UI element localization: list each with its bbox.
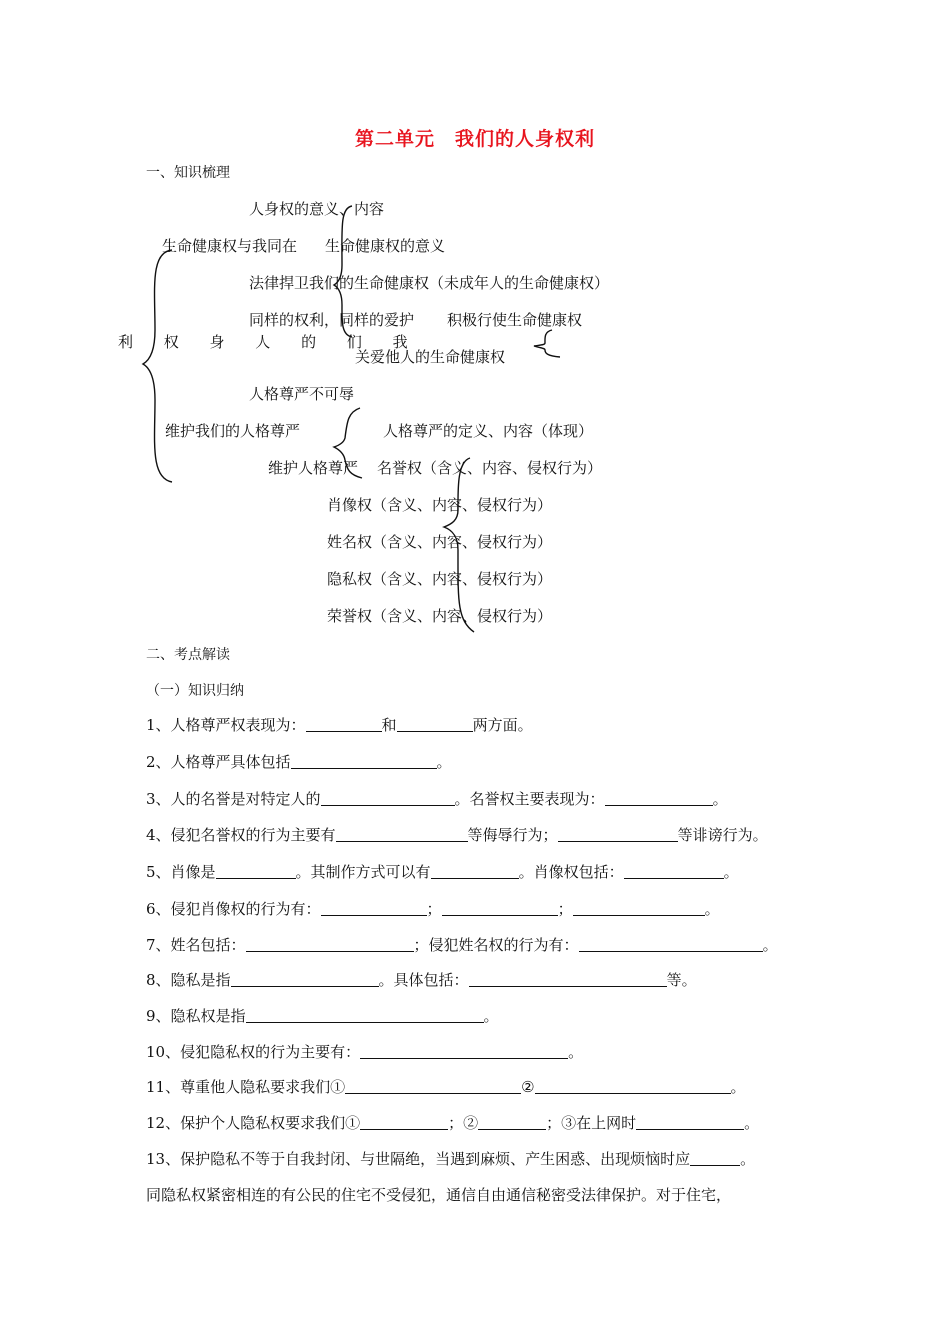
answer-blank[interactable] [216, 863, 296, 879]
answer-blank[interactable] [605, 790, 713, 806]
node-dignity-definition: 人格尊严的定义、内容（体现） [383, 422, 594, 440]
answer-blank[interactable] [246, 1007, 484, 1023]
answer-blank[interactable] [478, 1114, 546, 1130]
answer-blank[interactable] [624, 863, 724, 879]
node-maintain-dignity: 维护人格尊严 [268, 459, 359, 477]
answer-blank[interactable] [558, 826, 678, 842]
node-care-others-life: 关爱他人的生命健康权 [355, 348, 506, 366]
question-6: 6、侵犯肖像权的行为有： ； ； 。 [146, 900, 720, 918]
answer-blank[interactable] [573, 900, 705, 916]
question-10: 10、侵犯隐私权的行为主要有： 。 [146, 1043, 584, 1061]
question-8: 8、隐私是指 。具体包括： 等。 [146, 971, 697, 989]
main-brace [143, 250, 172, 482]
answer-blank[interactable] [431, 863, 519, 879]
answer-blank[interactable] [345, 1078, 521, 1094]
subsection-knowledge-summary: （一）知识归纳 [146, 683, 244, 699]
answer-blank[interactable] [636, 1114, 744, 1130]
node-life-health-meaning: 生命健康权的意义 [325, 237, 446, 255]
node-name-right: 姓名权（含义、内容、侵权行为） [327, 533, 553, 551]
question-3: 3、人的名誉是对特定人的 。名誉权主要表现为： 。 [146, 790, 728, 808]
answer-blank[interactable] [321, 900, 427, 916]
node-portrait-right: 肖像权（含义、内容、侵权行为） [327, 496, 553, 514]
question-1: 1、人格尊严权表现为： 和 两方面。 [146, 716, 533, 734]
answer-blank[interactable] [321, 790, 455, 806]
answer-blank[interactable] [336, 826, 468, 842]
answer-blank[interactable] [291, 753, 437, 769]
node-exercise-life-right: 积极行使生命健康权 [447, 311, 583, 329]
answer-blank[interactable] [246, 936, 414, 952]
question-9: 9、隐私权是指 。 [146, 1007, 499, 1025]
node-same-rights: 同样的权利，同样的爱护 [249, 311, 415, 329]
node-honor-right: 荣誉权（含义、内容、侵权行为） [327, 607, 553, 625]
answer-blank[interactable] [579, 936, 763, 952]
section-exam-points: 二、考点解读 [146, 647, 230, 663]
question-7: 7、姓名包括： ；侵犯姓名权的行为有： 。 [146, 936, 778, 954]
paragraph-residence-privacy: 同隐私权紧密相连的有公民的住宅不受侵犯，通信自由通信秘密受法律保护。对于住宅， [146, 1186, 732, 1204]
node-reputation-right: 名誉权（含义、内容、侵权行为） [377, 459, 603, 477]
question-13: 13、保护隐私不等于自我封闭、与世隔绝，当遇到麻烦、产生困惑、出现烦恼时应 。 [146, 1150, 756, 1168]
answer-blank[interactable] [442, 900, 558, 916]
section-knowledge-outline: 一、知识梳理 [146, 165, 230, 181]
node-protect-dignity: 维护我们的人格尊严 [165, 422, 301, 440]
page-title: 第二单元 我们的人身权利 [354, 128, 595, 150]
node-dignity-inviolable: 人格尊严不可辱 [249, 385, 355, 403]
answer-blank[interactable] [535, 1078, 731, 1094]
node-privacy-right: 隐私权（含义、内容、侵权行为） [327, 570, 553, 588]
question-2: 2、人格尊严具体包括 。 [146, 753, 452, 771]
question-11: 11、尊重他人隐私要求我们① ② 。 [146, 1078, 746, 1096]
node-life-health-right: 生命健康权与我同在 [162, 237, 298, 255]
answer-blank[interactable] [690, 1150, 740, 1166]
answer-blank[interactable] [231, 971, 379, 987]
answer-blank[interactable] [360, 1114, 448, 1130]
node-law-protects-life: 法律捍卫我们的生命健康权（未成年人的生命健康权） [249, 274, 610, 292]
question-12: 12、保护个人隐私权要求我们① ；② ；③在上网时 。 [146, 1114, 760, 1132]
answer-blank[interactable] [469, 971, 667, 987]
answer-blank[interactable] [360, 1043, 568, 1059]
answer-blank[interactable] [306, 716, 382, 732]
question-4: 4、侵犯名誉权的行为主要有 等侮辱行为； 等诽谤行为。 [146, 826, 768, 844]
question-5: 5、肖像是 。其制作方式可以有 。肖像权包括： 。 [146, 863, 739, 881]
side-label-our-personal-rights: 利 权 身 人 的 们 我 [118, 333, 421, 351]
act-brace [534, 330, 560, 357]
node-personal-rights-meaning: 人身权的意义、内容 [249, 200, 385, 218]
answer-blank[interactable] [397, 716, 473, 732]
